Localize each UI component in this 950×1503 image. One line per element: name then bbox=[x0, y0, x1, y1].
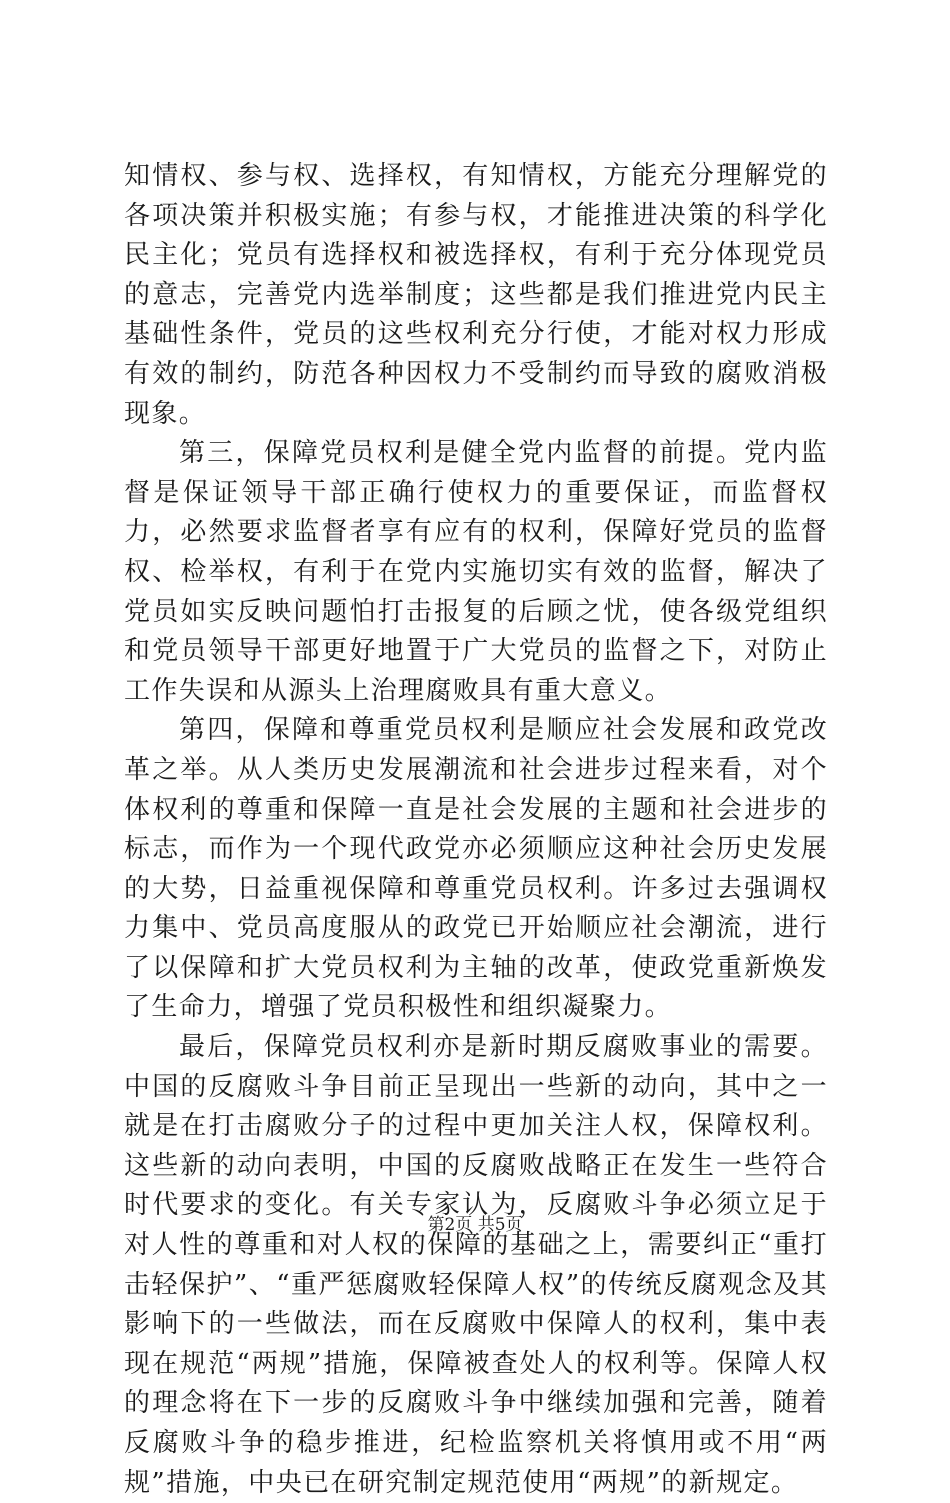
paragraph-third-point: 第三，保障党员权利是健全党内监督的前提。党内监督是保证领导干部正确行使权力的重要保证，而监督权力，必然要求监督者享有应有的权利，保障好党员的监督权、检举权，有利于在党内实施切实有效的监督，解决了党员如实反映问题怕打击报复的后顾之忧，使各级党组织和党员领导干部更好地置于广大党员的监督之下，对防止工作失误和从源头上治理腐败具有重大意义。 bbox=[124, 438, 828, 706]
paragraph-fourth-point: 第四，保障和尊重党员权利是顺应社会发展和政党改革之举。从人类历史发展潮流和社会进步过程来看，对个体权利的尊重和保障一直是社会发展的主题和社会进步的标志，而作为一个现代政党亦必须顺应这种社会历史发展的大势，日益重视保障和尊重党员权利。许多过去强调权力集中、党员高度服从的政党已开始顺应社会潮流，进行了以保障和扩大党员权利为主轴的改革，使政党重新焕发了生命力，增强了党员积极性和组织凝聚力。 bbox=[124, 715, 828, 1023]
paragraph-continuation: 知情权、参与权、选择权，有知情权，方能充分理解党的各项决策并积极实施；有参与权，才能推进决策的科学化民主化；党员有选择权和被选择权，有利于充分体现党员的意志，完善党内选举制度；这些都是我们推进党内民主基础性条件，党员的这些权利充分行使，才能对权力形成有效的制约，防范各种因权力不受制约而导致的腐败消极现象。 bbox=[124, 161, 828, 429]
paragraph-final-point: 最后，保障党员权利亦是新时期反腐败事业的需要。中国的反腐败斗争目前正呈现出一些新的动向，其中之一就是在打击腐败分子的过程中更加关注人权，保障权利。这些新的动向表明，中国的反腐败战略正在发生一些符合时代要求的变化。有关专家认为，反腐败斗争必须立足于对人性的尊重和对人权的保障的基础之上，需要纠正“重打击轻保护”、“重严惩腐败轻保障人权”的传统反腐观念及其影响下的一些做法，而在反腐败中保障人的权利，集中表现在规范“两规”措施，保障被查处人的权利等。保障人权的理念将在下一步的反腐败斗争中继续加强和完善，随着反腐败斗争的稳步推进，纪检监察机关将慎用或不用“两规”措施，中央已在研究制定规范使用“两规”的新规定。 bbox=[124, 1032, 828, 1498]
document-body bbox=[124, 157, 828, 1503]
page-number-footer: 第2页 共5页 bbox=[427, 1215, 523, 1235]
